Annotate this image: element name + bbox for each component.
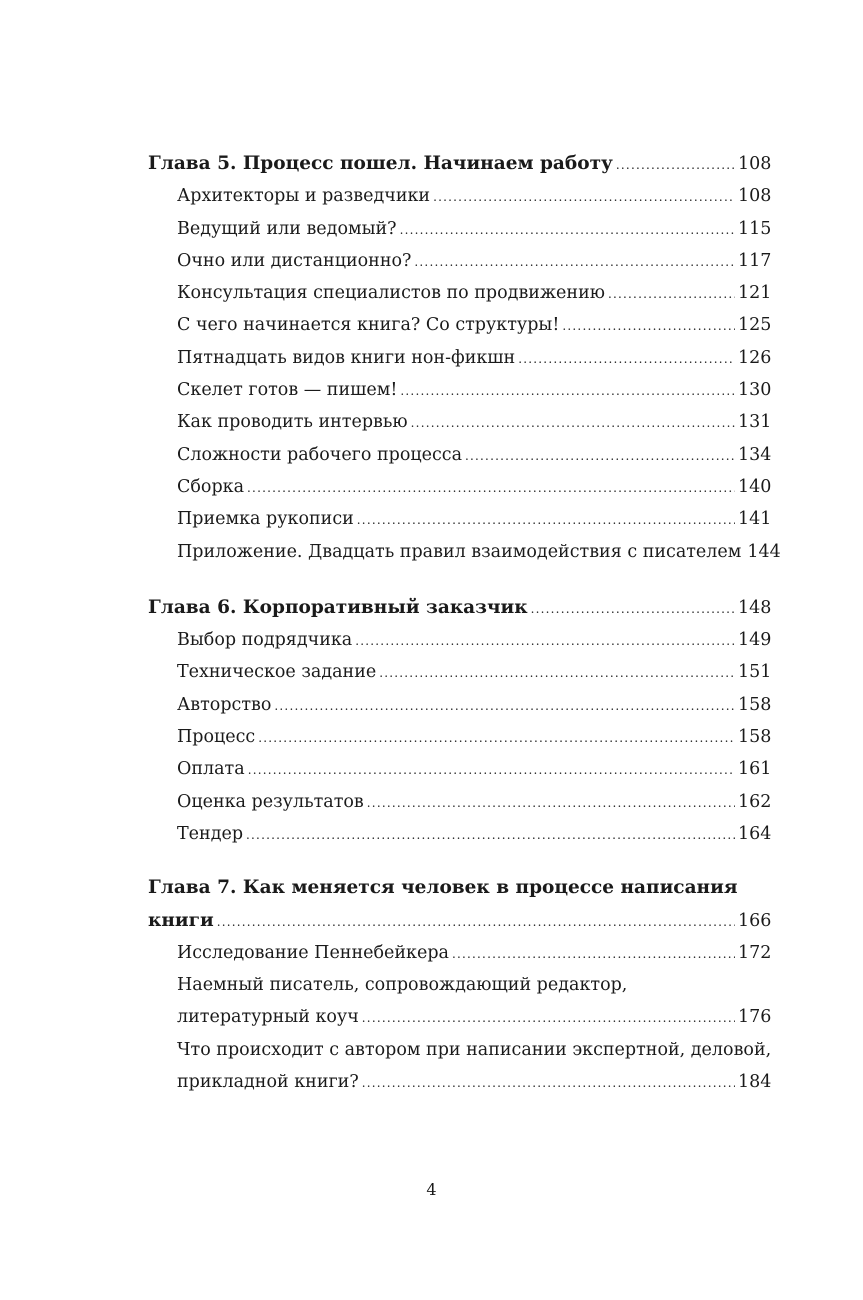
toc-entry[interactable]	[177, 374, 772, 406]
toc-entry-line1[interactable]	[177, 969, 768, 1001]
entry-title-cont: прикладной книги?	[177, 1072, 359, 1093]
chapter-title-cont: книги	[148, 909, 214, 931]
dot-leader	[400, 214, 735, 246]
chapter-5-heading[interactable]	[148, 148, 772, 180]
chapter-title: Глава 7. Как меняется человек в процессе написания	[148, 877, 738, 899]
toc-entry[interactable]	[177, 439, 772, 471]
chapter-6-heading[interactable]	[148, 592, 772, 624]
chapter-title: Глава 6. Корпоративный заказчик	[148, 596, 528, 618]
toc-entry[interactable]	[177, 406, 772, 438]
entry-title: Что происходит с автором при написании экспертной, деловой,	[177, 1039, 772, 1060]
entry-title: Тендер	[177, 823, 244, 844]
entry-title: Авторство	[177, 694, 272, 715]
page-number: 131	[738, 412, 772, 433]
toc-entry-line2[interactable]	[177, 1066, 772, 1098]
page-folio: 4	[426, 1180, 437, 1199]
toc-entry[interactable]	[177, 180, 772, 212]
page-number: 164	[738, 823, 772, 844]
dot-leader	[367, 787, 735, 819]
page-number: 126	[738, 347, 772, 368]
dot-leader	[248, 754, 735, 786]
entry-title: Как проводить интервью	[177, 412, 408, 433]
page-number: 184	[738, 1072, 772, 1093]
toc-entry[interactable]	[177, 818, 772, 850]
page-number: 125	[738, 315, 772, 336]
chapter-7-heading-line1[interactable]	[148, 872, 768, 904]
page-number: 151	[738, 662, 772, 683]
page-number: 141	[738, 509, 772, 530]
entry-title: Процесс	[177, 727, 256, 748]
page-number: 117	[738, 250, 772, 271]
dot-leader	[608, 278, 735, 310]
dot-leader	[616, 149, 735, 181]
toc-entry[interactable]	[177, 536, 781, 568]
dot-leader	[217, 906, 735, 938]
entry-title: Пятнадцать видов книги нон-фикшн	[177, 347, 516, 368]
page-number: 172	[738, 942, 772, 963]
toc-entry[interactable]	[177, 721, 772, 753]
dot-leader	[400, 375, 735, 407]
dot-leader	[452, 938, 735, 970]
entry-title: С чего начинается книга? Со структуры!	[177, 315, 560, 336]
dot-leader	[562, 310, 735, 342]
dot-leader	[362, 1002, 735, 1034]
page-number: 130	[738, 380, 772, 401]
entry-title: Очно или дистанционно?	[177, 250, 412, 271]
dot-leader	[465, 440, 735, 472]
dot-leader	[414, 246, 735, 278]
dot-leader	[433, 181, 735, 213]
page-number: 161	[738, 759, 772, 780]
page-number: 166	[738, 910, 772, 931]
page-number: 149	[738, 630, 772, 651]
section-gap	[148, 850, 768, 872]
toc-entry[interactable]	[177, 624, 772, 656]
toc-entry[interactable]	[177, 309, 772, 341]
dot-leader	[357, 504, 735, 536]
page-number: 140	[738, 476, 772, 497]
toc-entry[interactable]	[177, 786, 772, 818]
page-number: 144	[747, 541, 781, 562]
chapter-title: Глава 5. Процесс пошел. Начинаем работу	[148, 153, 613, 174]
section-gap	[148, 568, 768, 592]
dot-leader	[531, 593, 735, 625]
page-number: 134	[738, 444, 772, 465]
toc-entry[interactable]	[177, 937, 772, 969]
table-of-contents	[148, 148, 781, 1098]
entry-title: Оплата	[177, 759, 245, 780]
entry-title: Ведущий или ведомый?	[177, 218, 397, 239]
entry-title-cont: литературный коуч	[177, 1007, 359, 1028]
toc-entry[interactable]	[177, 753, 772, 785]
entry-title: Техническое задание	[177, 662, 377, 683]
page-number: 108	[738, 186, 772, 207]
entry-title: Приемка рукописи	[177, 509, 354, 530]
toc-entry-line1[interactable]	[177, 1034, 772, 1066]
toc-entry[interactable]	[177, 689, 772, 721]
entry-title: Архитекторы и разведчики	[177, 186, 431, 207]
page-number: 162	[738, 791, 772, 812]
toc-entry[interactable]	[177, 656, 772, 688]
entry-title: Скелет готов — пишем!	[177, 380, 398, 401]
dot-leader	[411, 407, 735, 439]
toc-entry[interactable]	[177, 342, 772, 374]
dot-leader	[518, 343, 735, 375]
entry-title: Наемный писатель, сопровождающий редактор,	[177, 975, 628, 996]
dot-leader	[274, 690, 735, 722]
toc-entry-line2[interactable]	[177, 1001, 772, 1033]
chapter-7-heading-line2[interactable]	[148, 905, 772, 937]
page-number: 115	[738, 218, 772, 239]
dot-leader	[258, 722, 735, 754]
entry-title: Исследование Пеннебейкера	[177, 942, 449, 963]
page-number: 158	[738, 727, 772, 748]
dot-leader	[362, 1067, 735, 1099]
dot-leader	[247, 472, 735, 504]
toc-entry[interactable]	[177, 503, 772, 535]
toc-entry[interactable]	[177, 213, 772, 245]
page-number: 148	[738, 597, 772, 618]
toc-entry[interactable]	[177, 277, 772, 309]
entry-title: Сложности рабочего процесса	[177, 444, 462, 465]
entry-title: Выбор подрядчика	[177, 630, 353, 651]
page-number: 108	[738, 154, 772, 174]
entry-title: Консультация специалистов по продвижению	[177, 283, 605, 304]
entry-title: Приложение. Двадцать правил взаимодействия с писателем	[177, 541, 742, 562]
dot-leader	[379, 657, 735, 689]
toc-entry[interactable]	[177, 471, 772, 503]
entry-title: Сборка	[177, 476, 245, 497]
toc-entry[interactable]	[177, 245, 772, 277]
dot-leader	[246, 819, 735, 851]
page-number: 121	[738, 283, 772, 304]
dot-leader	[355, 625, 735, 657]
entry-title: Оценка результатов	[177, 791, 364, 812]
page-number: 176	[738, 1007, 772, 1028]
page-number: 158	[738, 694, 772, 715]
